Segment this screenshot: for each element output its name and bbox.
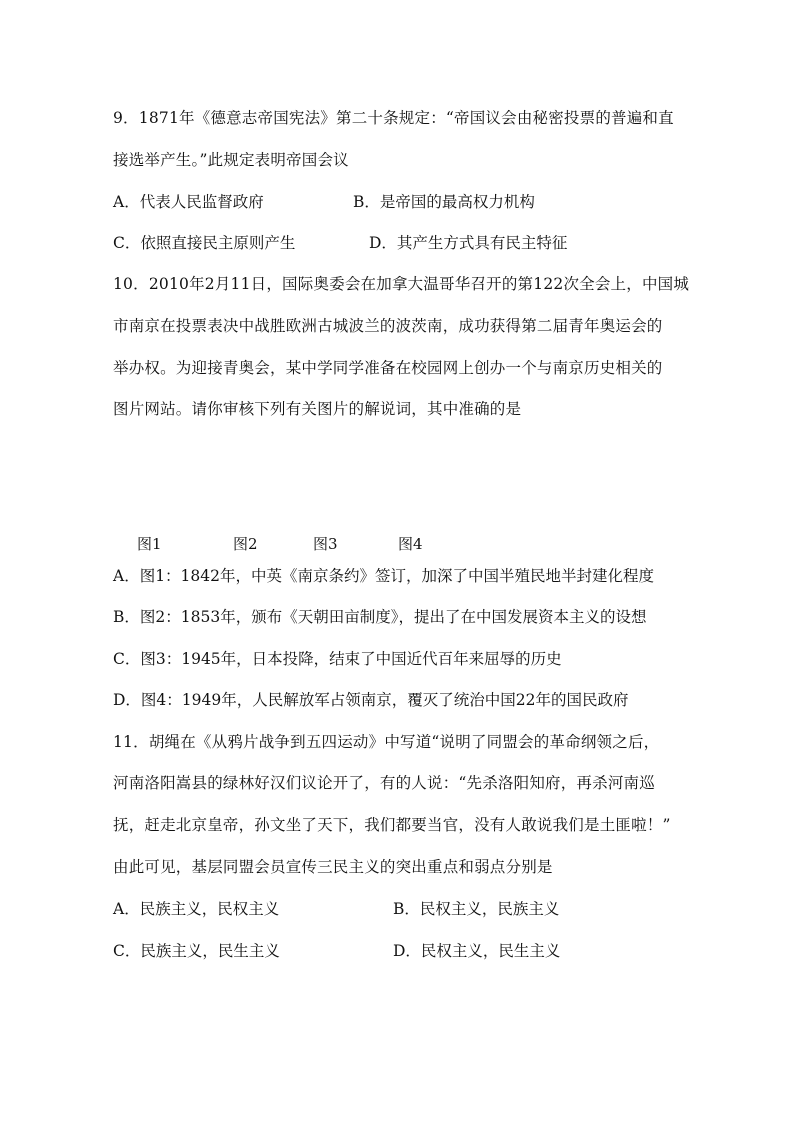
q11-option-b: B．民权主义，民族主义 [393, 900, 560, 918]
q11-option-d: D．民权主义，民生主义 [393, 942, 561, 960]
q9-option-a: A．代表人民监督政府 [113, 193, 264, 211]
q9-option-d: D．其产生方式具有民主特征 [369, 234, 568, 252]
q11-option-c: C．民族主义，民生主义 [113, 942, 280, 960]
q11-stem-line-3: 抚，赶走北京皇帝，孙文坐了天下，我们都要当官，没有人敢说我们是土匪啦！” [113, 816, 671, 834]
q11-option-a: A．民族主义，民权主义 [113, 900, 280, 918]
q10-option-a: A．图1：1842年，中英《南京条约》签订，加深了中国半殖民地半封建化程度 [113, 567, 655, 585]
q10-option-c: C．图3：1945年，日本投降，结束了中国近代百年来屈辱的历史 [113, 650, 562, 668]
figure-3-label: 图3 [313, 535, 338, 553]
q10-stem-line-2: 市南京在投票表决中战胜欧洲古城波兰的波茨南，成功获得第二届青年奥运会的 [113, 317, 663, 335]
figure-4-label: 图4 [398, 535, 423, 553]
q9-option-b: B．是帝国的最高权力机构 [353, 193, 535, 211]
q11-stem-line-4: 由此可见，基层同盟会员宣传三民主义的突出重点和弱点分别是 [113, 858, 553, 876]
q10-option-d: D．图4：1949年，人民解放军占领南京，覆灭了统治中国22年的国民政府 [113, 691, 629, 709]
q11-stem-line-2: 河南洛阳嵩县的绿林好汉们议论开了，有的人说：“先杀洛阳知府，再杀河南巡 [113, 774, 655, 792]
q10-stem-line-3: 举办权。为迎接青奥会，某中学同学准备在校园网上创办一个与南京历史相关的 [113, 359, 663, 377]
q10-option-b: B．图2：1853年，颁布《天朝田亩制度》，提出了在中国发展资本主义的设想 [113, 608, 647, 626]
q9-stem-line-1: 9．1871年《德意志帝国宪法》第二十条规定：“帝国议会由秘密投票的普遍和直 [113, 109, 674, 127]
q10-stem-line-1: 10．2010年2月11日，国际奥委会在加拿大温哥华召开的第122次全会上，中国城 [113, 275, 690, 293]
q10-stem-line-4: 图片网站。请你审核下列有关图片的解说词，其中准确的是 [113, 400, 522, 418]
q11-stem-line-1: 11．胡绳在《从鸦片战争到五四运动》中写道“说明了同盟会的革命纲领之后， [113, 733, 660, 751]
figure-1-label: 图1 [137, 535, 162, 553]
q9-option-c: C．依照直接民主原则产生 [113, 234, 296, 252]
figure-2-label: 图2 [233, 535, 258, 553]
q9-stem-line-2: 接选举产生。”此规定表明帝国会议 [113, 151, 349, 169]
